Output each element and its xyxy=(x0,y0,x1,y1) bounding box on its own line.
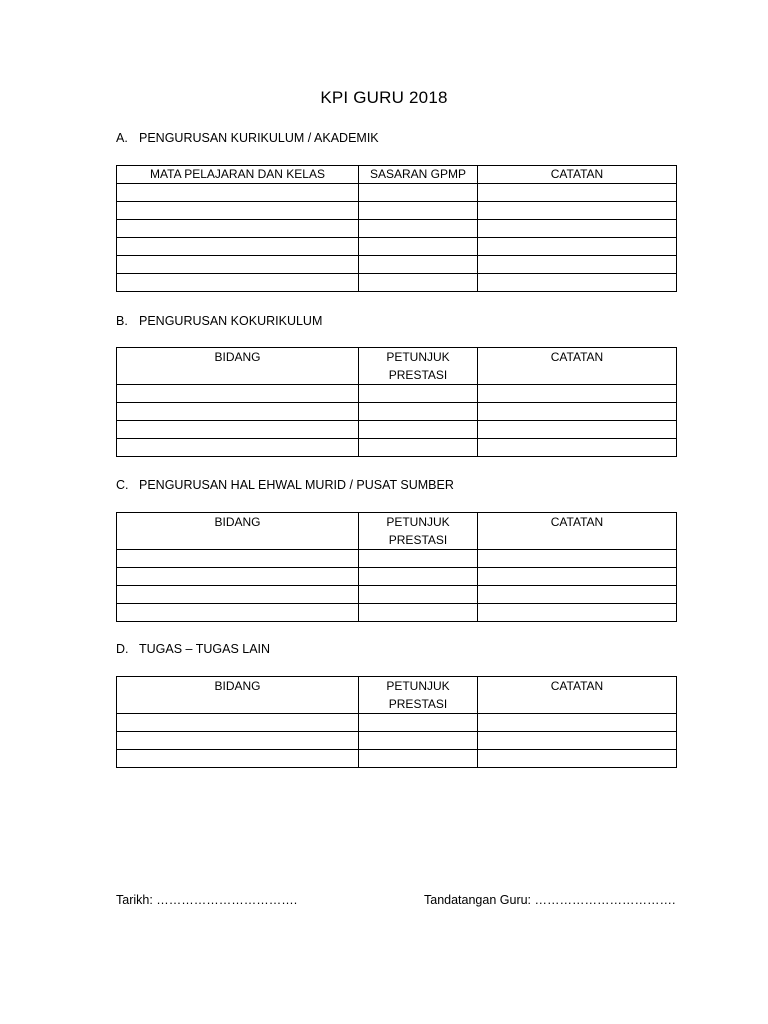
table-cell[interactable] xyxy=(359,238,478,256)
section-title: PENGURUSAN KOKURIKULUM xyxy=(139,314,323,328)
table-cell[interactable] xyxy=(117,604,359,622)
table-cell[interactable] xyxy=(117,274,359,292)
table-row xyxy=(117,403,677,421)
section-letter: A. xyxy=(116,131,128,145)
table-cell[interactable] xyxy=(359,421,478,439)
date-field-label: Tarikh: ……………………………. xyxy=(116,893,298,907)
table-cell[interactable] xyxy=(478,220,677,238)
table-cell[interactable] xyxy=(117,238,359,256)
section-title: PENGURUSAN KURIKULUM / AKADEMIK xyxy=(139,131,379,145)
table-cell[interactable] xyxy=(478,604,677,622)
table-cell[interactable] xyxy=(117,403,359,421)
section-d-table xyxy=(116,676,677,768)
table-cell[interactable] xyxy=(117,714,359,732)
column-header: CATATAN xyxy=(478,513,677,550)
table-row xyxy=(117,256,677,274)
table-cell[interactable] xyxy=(478,238,677,256)
section-title: PENGURUSAN HAL EHWAL MURID / PUSAT SUMBER xyxy=(139,478,454,492)
section-c-table xyxy=(116,512,677,622)
table-cell[interactable] xyxy=(359,256,478,274)
table-cell[interactable] xyxy=(359,568,478,586)
table-cell[interactable] xyxy=(478,586,677,604)
table-cell[interactable] xyxy=(117,732,359,750)
section-b-heading xyxy=(116,314,322,328)
table-cell[interactable] xyxy=(478,750,677,768)
table-row xyxy=(117,238,677,256)
page-title: KPI GURU 2018 xyxy=(320,88,448,107)
section-a-table xyxy=(116,165,677,292)
table-cell[interactable] xyxy=(117,586,359,604)
table-cell[interactable] xyxy=(478,421,677,439)
table-cell[interactable] xyxy=(478,439,677,457)
table-header-row xyxy=(117,677,677,714)
table-cell[interactable] xyxy=(117,421,359,439)
table-cell[interactable] xyxy=(359,750,478,768)
column-header: CATATAN xyxy=(478,166,677,184)
table-cell[interactable] xyxy=(359,550,478,568)
table-header-row xyxy=(117,348,677,385)
column-header: SASARAN GPMP xyxy=(359,166,478,184)
table-row xyxy=(117,550,677,568)
section-title: TUGAS – TUGAS LAIN xyxy=(139,642,271,656)
section-b-table xyxy=(116,347,677,457)
section-letter: C. xyxy=(116,478,129,492)
table-row xyxy=(117,586,677,604)
section-d-heading xyxy=(116,642,270,656)
table-cell[interactable] xyxy=(117,220,359,238)
table-cell[interactable] xyxy=(117,385,359,403)
table-cell[interactable] xyxy=(117,568,359,586)
table-cell[interactable] xyxy=(359,586,478,604)
section-letter: D. xyxy=(116,642,129,656)
table-header-row xyxy=(117,513,677,550)
section-letter: B. xyxy=(116,314,128,328)
table-row xyxy=(117,732,677,750)
table-cell[interactable] xyxy=(117,256,359,274)
table-cell[interactable] xyxy=(478,256,677,274)
table-header-row xyxy=(117,166,677,184)
table-cell[interactable] xyxy=(478,202,677,220)
table-cell[interactable] xyxy=(359,714,478,732)
table-cell[interactable] xyxy=(478,274,677,292)
table-cell[interactable] xyxy=(359,274,478,292)
table-cell[interactable] xyxy=(478,732,677,750)
table-cell[interactable] xyxy=(117,184,359,202)
table-cell[interactable] xyxy=(359,604,478,622)
column-header: BIDANG xyxy=(117,677,359,714)
table-cell[interactable] xyxy=(359,403,478,421)
table-row xyxy=(117,274,677,292)
table-cell[interactable] xyxy=(478,568,677,586)
table-row xyxy=(117,604,677,622)
table-cell[interactable] xyxy=(117,202,359,220)
table-row xyxy=(117,568,677,586)
table-row xyxy=(117,385,677,403)
column-header: PETUNJUK PRESTASI xyxy=(359,513,478,550)
table-row xyxy=(117,220,677,238)
table-cell[interactable] xyxy=(478,184,677,202)
section-c-heading xyxy=(116,478,454,492)
table-cell[interactable] xyxy=(359,202,478,220)
table-cell[interactable] xyxy=(117,550,359,568)
table-row xyxy=(117,439,677,457)
section-a-heading xyxy=(116,131,379,145)
table-row xyxy=(117,184,677,202)
table-cell[interactable] xyxy=(359,385,478,403)
table-cell[interactable] xyxy=(117,439,359,457)
column-header: PETUNJUK PRESTASI xyxy=(359,348,478,385)
table-cell[interactable] xyxy=(359,184,478,202)
table-cell[interactable] xyxy=(478,714,677,732)
column-header: BIDANG xyxy=(117,513,359,550)
column-header: CATATAN xyxy=(478,348,677,385)
column-header: PETUNJUK PRESTASI xyxy=(359,677,478,714)
table-cell[interactable] xyxy=(478,550,677,568)
table-cell[interactable] xyxy=(359,439,478,457)
table-cell[interactable] xyxy=(359,732,478,750)
table-row xyxy=(117,202,677,220)
signature-field-label: Tandatangan Guru: ……………………………. xyxy=(424,893,676,907)
table-cell[interactable] xyxy=(478,403,677,421)
table-row xyxy=(117,750,677,768)
table-cell[interactable] xyxy=(359,220,478,238)
table-cell[interactable] xyxy=(117,750,359,768)
column-header: CATATAN xyxy=(478,677,677,714)
table-row xyxy=(117,421,677,439)
column-header: MATA PELAJARAN DAN KELAS xyxy=(117,166,359,184)
column-header: BIDANG xyxy=(117,348,359,385)
table-cell[interactable] xyxy=(478,385,677,403)
table-row xyxy=(117,714,677,732)
